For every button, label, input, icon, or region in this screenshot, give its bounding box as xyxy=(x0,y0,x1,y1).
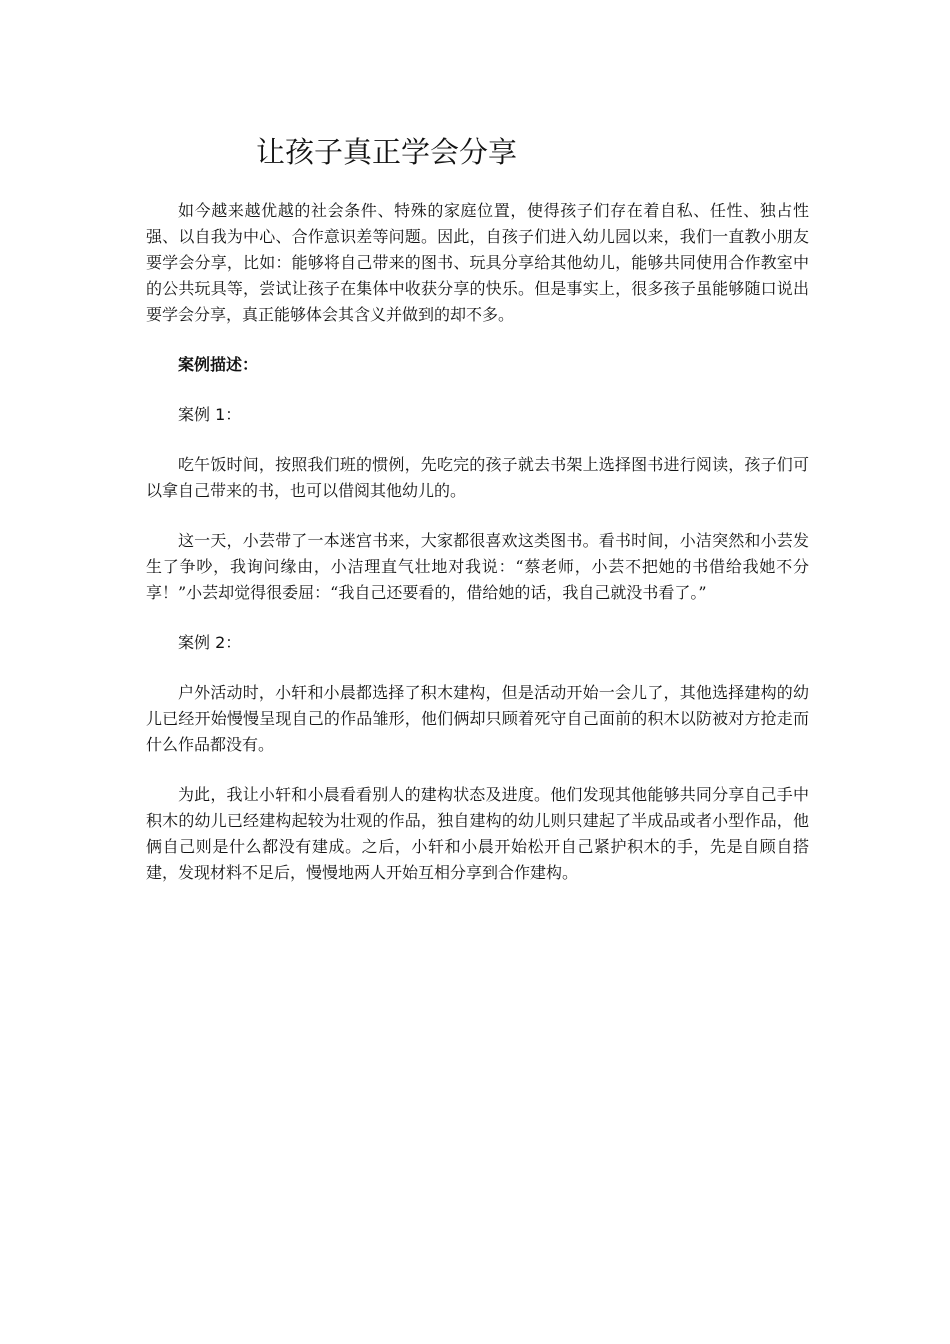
case1-paragraph-2: 这一天，小芸带了一本迷宫书来，大家都很喜欢这类图书。看书时间，小洁突然和小芸发生了争吵，我询问缘由，小洁理直气壮地对我说：“蔡老师，小芸不把她的书借给我她不分享！”小芸却觉得很委屈：“我自己还要看的，借给她的话，我自己就没书看了。” xyxy=(146,531,809,602)
intro-paragraph: 如今越来越优越的社会条件、特殊的家庭位置，使得孩子们存在着自私、任性、独占性强、以自我为中心、合作意识差等问题。因此，自孩子们进入幼儿园以来，我们一直教小朋友要学会分享，比如：能够将自己带来的图书、玩具分享给其他幼儿，能够共同使用合作教室中的公共玩具等，尝试让孩子在集体中收获分享的快乐。但是事实上，很多孩子虽能够随口说出要学会分享，真正能够体会其含义并做到的却不多。 xyxy=(146,201,809,324)
case2-label: 案例 2： xyxy=(178,633,242,652)
document-title: 让孩子真正学会分享 xyxy=(256,135,518,169)
section-heading: 案例描述： xyxy=(178,355,259,374)
case2-paragraph-1: 户外活动时，小轩和小晨都选择了积木建构，但是活动开始一会儿了，其他选择建构的幼儿已经开始慢慢呈现自己的作品雏形，他们俩却只顾着死守自己面前的积木以防被对方抢走而什么作品都没有。 xyxy=(146,683,809,754)
case1-paragraph-1: 吃午饭时间，按照我们班的惯例，先吃完的孩子就去书架上选择图书进行阅读，孩子们可以拿自己带来的书，也可以借阅其他幼儿的。 xyxy=(146,455,809,500)
document-body xyxy=(146,198,809,886)
case1-label: 案例 1： xyxy=(178,405,242,424)
case2-paragraph-2: 为此，我让小轩和小晨看看别人的建构状态及进度。他们发现其他能够共同分享自己手中积木的幼儿已经建构起较为壮观的作品，独自建构的幼儿则只建起了半成品或者小型作品，他俩自己则是什么都没有建成。之后，小轩和小晨开始松开自己紧护积木的手，先是自顾自搭建，发现材料不足后，慢慢地两人开始互相分享到合作建构。 xyxy=(146,785,809,882)
